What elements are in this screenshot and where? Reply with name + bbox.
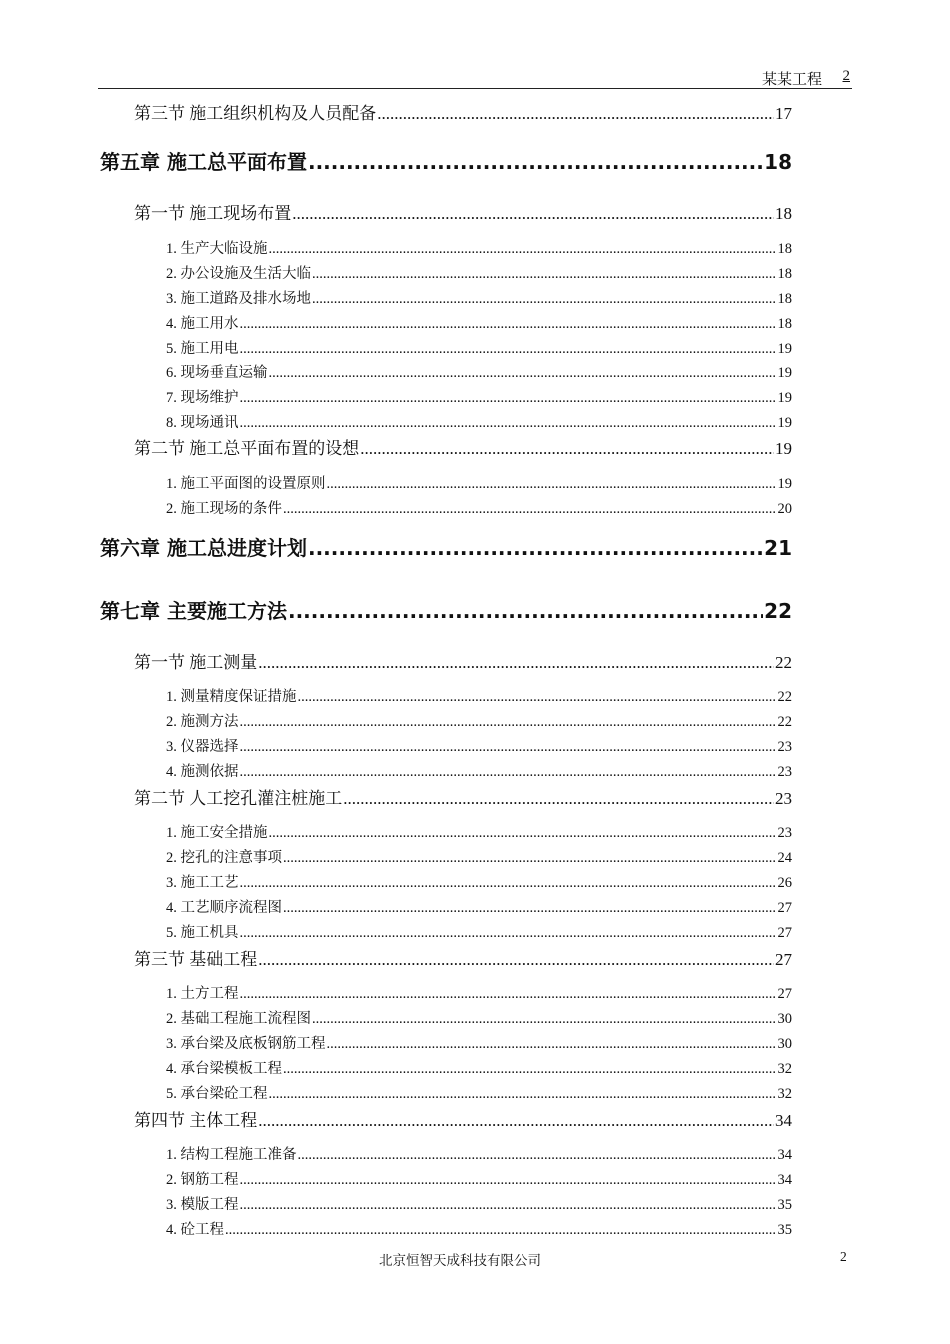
toc-entry-label: 2. 办公设施及生活大临 (166, 266, 311, 282)
toc-entry-page: 22 (775, 653, 792, 672)
toc-entry[interactable] (166, 896, 792, 917)
toc-entry-label: 第二节 人工挖孔灌注桩施工 (134, 789, 343, 808)
dot-leader (312, 266, 777, 283)
toc-entry-label: 7. 现场维护 (166, 390, 239, 406)
toc-entry-page: 24 (777, 850, 792, 866)
toc-entry-page: 18 (775, 204, 792, 223)
toc-entry-page: 22 (777, 689, 792, 705)
dot-leader (269, 1086, 777, 1103)
dot-leader (283, 850, 777, 867)
dot-leader (360, 439, 774, 459)
dot-leader (258, 653, 774, 673)
toc-entry-page: 19 (777, 476, 792, 492)
toc-entry-page: 18 (777, 266, 792, 282)
toc-entry-label: 2. 挖孔的注意事项 (166, 850, 282, 866)
toc-entry-label: 1. 生产大临设施 (166, 241, 268, 257)
toc-entry-label: 第三节 施工组织机构及人员配备 (134, 104, 377, 123)
dot-leader (240, 764, 777, 781)
dot-leader (240, 1197, 777, 1214)
toc-entry-label: 第五章 施工总平面布置 (100, 150, 307, 174)
toc-entry-label: 1. 测量精度保证措施 (166, 689, 297, 705)
toc-entry[interactable] (166, 312, 792, 333)
page-header (98, 66, 852, 89)
toc-entry[interactable] (166, 1057, 792, 1078)
toc-entry[interactable] (134, 434, 792, 459)
toc-entry[interactable] (166, 1193, 792, 1214)
toc-entry[interactable] (166, 262, 792, 283)
toc-entry[interactable] (134, 99, 792, 124)
dot-leader (225, 1222, 777, 1239)
toc-entry-page: 19 (777, 341, 792, 357)
dot-leader (312, 1011, 777, 1028)
toc-entry-label: 1. 施工平面图的设置原则 (166, 476, 326, 492)
toc-entry[interactable] (166, 710, 792, 731)
toc-entry-page: 26 (777, 875, 792, 891)
dot-leader (308, 536, 763, 560)
toc-entry[interactable] (166, 1082, 792, 1103)
dot-leader (327, 476, 777, 493)
toc-entry[interactable] (100, 595, 792, 624)
header-page-number: 2 (842, 68, 850, 84)
toc-entry[interactable] (166, 361, 792, 382)
toc-entry-page: 19 (775, 439, 792, 458)
toc-entry-label: 3. 承台梁及底板钢筋工程 (166, 1036, 326, 1052)
toc-entry-label: 1. 土方工程 (166, 986, 239, 1002)
dot-leader (292, 204, 774, 224)
toc-entry[interactable] (100, 146, 792, 175)
toc-entry-label: 1. 施工安全措施 (166, 825, 268, 841)
toc-entry-label: 第三节 基础工程 (134, 950, 258, 969)
dot-leader (283, 1061, 777, 1078)
toc-entry-label: 1. 结构工程施工准备 (166, 1147, 297, 1163)
dot-leader (269, 825, 777, 842)
dot-leader (283, 501, 777, 518)
dot-leader (240, 714, 777, 731)
dot-leader (240, 341, 777, 358)
dot-leader (240, 415, 777, 432)
toc-entry-page: 30 (777, 1011, 792, 1027)
toc-entry-page: 18 (764, 150, 792, 174)
toc-entry[interactable] (166, 497, 792, 518)
toc-entry-page: 19 (777, 390, 792, 406)
dot-leader (327, 1036, 777, 1053)
toc-entry-label: 6. 现场垂直运输 (166, 365, 268, 381)
dot-leader (377, 104, 774, 124)
toc-entry-page: 30 (777, 1036, 792, 1052)
toc-entry-label: 2. 基础工程施工流程图 (166, 1011, 311, 1027)
dot-leader (283, 900, 777, 917)
dot-leader (240, 739, 777, 756)
dot-leader (312, 291, 777, 308)
toc-entry[interactable] (166, 411, 792, 432)
toc-entry-page: 22 (777, 714, 792, 730)
dot-leader (269, 241, 777, 258)
toc-entry[interactable] (166, 760, 792, 781)
toc-entry-page: 18 (777, 241, 792, 257)
toc-entry[interactable] (166, 1032, 792, 1053)
toc-entry[interactable] (166, 287, 792, 308)
dot-leader (298, 689, 777, 706)
dot-leader (258, 1111, 774, 1131)
toc-entry[interactable] (166, 1218, 792, 1239)
toc-entry-page: 21 (764, 536, 792, 560)
toc-entry-page: 18 (777, 316, 792, 332)
footer-company: 北京恒智天成科技有限公司 (379, 1253, 541, 1268)
toc-entry-label: 3. 模版工程 (166, 1197, 239, 1213)
toc-entry-label: 2. 钢筋工程 (166, 1172, 239, 1188)
toc-entry-page: 27 (777, 900, 792, 916)
toc-entry-label: 4. 施测依据 (166, 764, 239, 780)
toc-entry-label: 3. 施工工艺 (166, 875, 239, 891)
toc-entry-page: 35 (777, 1222, 792, 1238)
toc-entry-page: 27 (777, 986, 792, 1002)
toc-entry[interactable] (166, 921, 792, 942)
dot-leader (240, 390, 777, 407)
toc-entry[interactable] (166, 871, 792, 892)
toc-entry-page: 22 (764, 599, 792, 623)
toc-entry-label: 5. 施工机具 (166, 925, 239, 941)
toc-entry[interactable] (166, 1007, 792, 1028)
toc-entry[interactable] (100, 532, 792, 561)
toc-entry-label: 第六章 施工总进度计划 (100, 536, 307, 560)
toc-entry-page: 27 (777, 925, 792, 941)
toc-entry-page: 18 (777, 291, 792, 307)
toc-entry-label: 5. 承台梁砼工程 (166, 1086, 268, 1102)
toc-entry-label: 第四节 主体工程 (134, 1111, 258, 1130)
toc-entry-label: 4. 承台梁模板工程 (166, 1061, 282, 1077)
toc-entry-label: 2. 施工现场的条件 (166, 501, 282, 517)
dot-leader (258, 950, 774, 970)
toc-entry-label: 第一节 施工测量 (134, 653, 258, 672)
toc-entry[interactable] (166, 735, 792, 756)
toc-entry[interactable] (134, 648, 792, 673)
header-title: 某某工程 (761, 72, 822, 88)
toc-entry-page: 23 (777, 825, 792, 841)
toc-entry-page: 34 (777, 1147, 792, 1163)
toc-entry[interactable] (166, 386, 792, 407)
toc-entry[interactable] (166, 685, 792, 706)
toc-entry-page: 23 (777, 764, 792, 780)
toc-entry-label: 3. 施工道路及排水场地 (166, 291, 311, 307)
toc-entry[interactable] (134, 784, 792, 809)
toc-entry-page: 27 (775, 950, 792, 969)
toc-entry[interactable] (134, 945, 792, 970)
toc-entry-label: 3. 仪器选择 (166, 739, 239, 755)
dot-leader (308, 150, 763, 174)
dot-leader (240, 986, 777, 1003)
toc-entry[interactable] (166, 846, 792, 867)
dot-leader (240, 925, 777, 942)
dot-leader (240, 1172, 777, 1189)
toc-entry[interactable] (166, 982, 792, 1003)
toc-entry-page: 32 (777, 1086, 792, 1102)
toc-entry[interactable] (166, 821, 792, 842)
toc-entry[interactable] (134, 1106, 792, 1131)
toc-entry-label: 第一节 施工现场布置 (134, 204, 292, 223)
toc-entry[interactable] (166, 1143, 792, 1164)
dot-leader (298, 1147, 777, 1164)
toc-entry[interactable] (166, 1168, 792, 1189)
toc-entry[interactable] (166, 237, 792, 258)
toc-entry-page: 20 (777, 501, 792, 517)
toc-entry-label: 4. 施工用水 (166, 316, 239, 332)
toc-entry-page: 19 (777, 365, 792, 381)
dot-leader (269, 365, 777, 382)
toc-entry-label: 第二节 施工总平面布置的设想 (134, 439, 360, 458)
toc-entry-label: 4. 工艺顺序流程图 (166, 900, 282, 916)
toc-entry[interactable] (166, 337, 792, 358)
toc-entry[interactable] (166, 472, 792, 493)
toc-entry-page: 17 (775, 104, 792, 123)
toc-entry-label: 4. 砼工程 (166, 1222, 224, 1238)
dot-leader (343, 789, 774, 809)
toc-entry-label: 第七章 主要施工方法 (100, 599, 287, 623)
toc-entry-page: 32 (777, 1061, 792, 1077)
dot-leader (240, 875, 777, 892)
toc-entry-label: 8. 现场通讯 (166, 415, 239, 431)
dot-leader (240, 316, 777, 333)
toc-entry-page: 34 (775, 1111, 792, 1130)
toc-entry-label: 2. 施测方法 (166, 714, 239, 730)
toc-entry-page: 23 (775, 789, 792, 808)
toc-entry-page: 19 (777, 415, 792, 431)
dot-leader (288, 599, 763, 623)
toc-entry-label: 5. 施工用电 (166, 341, 239, 357)
toc-entry-page: 35 (777, 1197, 792, 1213)
footer-page-number: 2 (840, 1249, 847, 1264)
toc-entry-page: 23 (777, 739, 792, 755)
toc-entry-page: 34 (777, 1172, 792, 1188)
toc-entry[interactable] (134, 199, 792, 224)
